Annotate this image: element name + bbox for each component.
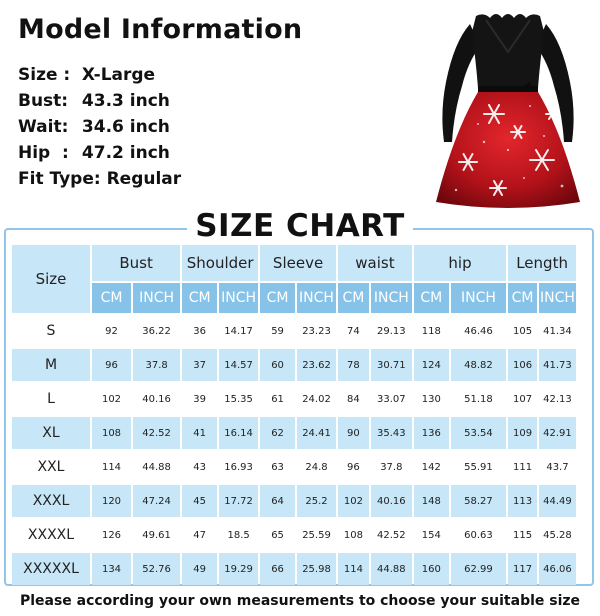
table-cell: 60 (260, 349, 295, 381)
model-label: Size : (18, 65, 71, 85)
table-cell: 154 (414, 519, 449, 551)
table-cell: 42.52 (133, 417, 180, 449)
table-cell: 33.07 (371, 383, 412, 415)
table-cell: 74 (338, 315, 369, 347)
table-cell: 44.88 (133, 451, 180, 483)
table-cell: 107 (508, 383, 537, 415)
table-cell: 78 (338, 349, 369, 381)
table-cell: 43 (182, 451, 217, 483)
table-cell: 46.46 (451, 315, 506, 347)
unit-inch: INCH (371, 283, 412, 313)
table-cell: 92 (92, 315, 131, 347)
table-cell: 130 (414, 383, 449, 415)
table-cell: 48.82 (451, 349, 506, 381)
table-cell: 47.24 (133, 485, 180, 517)
table-cell: 114 (92, 451, 131, 483)
footer-note: Please according your own measurements to choose your suitable size (19, 593, 581, 609)
table-cell: 25.2 (297, 485, 336, 517)
model-label: Fit Type: (18, 169, 101, 189)
table-cell: 111 (508, 451, 537, 483)
table-cell: 124 (414, 349, 449, 381)
unit-inch: INCH (219, 283, 258, 313)
table-cell: 42.91 (539, 417, 576, 449)
model-label: Bust: (18, 91, 69, 111)
column-header-sleeve: Sleeve (260, 245, 336, 281)
table-cell: 43.7 (539, 451, 576, 483)
table-cell: 136 (414, 417, 449, 449)
table-cell: 19.29 (219, 553, 258, 585)
table-cell: 42.52 (371, 519, 412, 551)
table-cell: 118 (414, 315, 449, 347)
model-row-bust (18, 88, 181, 114)
table-cell: 66 (260, 553, 295, 585)
unit-inch: INCH (133, 283, 180, 313)
table-cell: 35.43 (371, 417, 412, 449)
table-cell: 52.76 (133, 553, 180, 585)
unit-cm: CM (260, 283, 295, 313)
dress-image-icon (424, 2, 592, 212)
table-cell: 120 (92, 485, 131, 517)
table-cell: 58.27 (451, 485, 506, 517)
size-cell: XXXL (12, 485, 90, 517)
model-value: 34.6 inch (81, 117, 170, 137)
table-cell: 41.34 (539, 315, 576, 347)
table-cell: 63 (260, 451, 295, 483)
table-row (12, 315, 576, 347)
table-cell: 113 (508, 485, 537, 517)
table-cell: 36.22 (133, 315, 180, 347)
table-cell: 47 (182, 519, 217, 551)
table-cell: 25.98 (297, 553, 336, 585)
model-row-hip (18, 140, 181, 166)
table-row (12, 383, 576, 415)
model-row-waist (18, 114, 181, 140)
table-cell: 142 (414, 451, 449, 483)
table-cell: 114 (338, 553, 369, 585)
size-chart-table (10, 243, 578, 587)
table-cell: 117 (508, 553, 537, 585)
table-cell: 46.06 (539, 553, 576, 585)
table-cell: 126 (92, 519, 131, 551)
unit-cm: CM (92, 283, 131, 313)
table-cell: 96 (338, 451, 369, 483)
column-header-bust: Bust (92, 245, 180, 281)
size-cell: XXXXL (12, 519, 90, 551)
table-cell: 64 (260, 485, 295, 517)
table-cell: 115 (508, 519, 537, 551)
size-cell: M (12, 349, 90, 381)
table-cell: 18.5 (219, 519, 258, 551)
table-cell: 45.28 (539, 519, 576, 551)
table-cell: 24.8 (297, 451, 336, 483)
table-cell: 49 (182, 553, 217, 585)
table-cell: 17.72 (219, 485, 258, 517)
table-cell: 84 (338, 383, 369, 415)
table-cell: 109 (508, 417, 537, 449)
table-cell: 61 (260, 383, 295, 415)
table-cell: 16.14 (219, 417, 258, 449)
model-row-fit (18, 166, 181, 192)
size-header: Size (12, 245, 90, 313)
table-cell: 37.8 (133, 349, 180, 381)
table-cell: 108 (92, 417, 131, 449)
table-cell: 14.17 (219, 315, 258, 347)
table-cell: 148 (414, 485, 449, 517)
table-cell: 106 (508, 349, 537, 381)
unit-inch: INCH (539, 283, 576, 313)
table-cell: 90 (338, 417, 369, 449)
size-chart-body (12, 315, 576, 585)
table-row (12, 485, 576, 517)
table-row (12, 553, 576, 585)
table-cell: 160 (414, 553, 449, 585)
table-cell: 16.93 (219, 451, 258, 483)
table-cell: 23.23 (297, 315, 336, 347)
table-cell: 37.8 (371, 451, 412, 483)
table-cell: 102 (338, 485, 369, 517)
unit-cm: CM (182, 283, 217, 313)
table-cell: 51.18 (451, 383, 506, 415)
table-cell: 45 (182, 485, 217, 517)
table-cell: 55.91 (451, 451, 506, 483)
table-cell: 44.49 (539, 485, 576, 517)
table-cell: 40.16 (371, 485, 412, 517)
column-header-length: Length (508, 245, 576, 281)
table-cell: 25.59 (297, 519, 336, 551)
column-header-waist: waist (338, 245, 412, 281)
table-cell: 49.61 (133, 519, 180, 551)
table-cell: 36 (182, 315, 217, 347)
size-cell: XXXXXL (12, 553, 90, 585)
column-header-shoulder: Shoulder (182, 245, 258, 281)
model-label: Wait: (18, 117, 69, 137)
table-cell: 29.13 (371, 315, 412, 347)
table-row (12, 417, 576, 449)
model-row-size (18, 62, 181, 88)
table-cell: 59 (260, 315, 295, 347)
table-cell: 23.62 (297, 349, 336, 381)
model-info-list (18, 62, 181, 192)
table-cell: 39 (182, 383, 217, 415)
table-cell: 105 (508, 315, 537, 347)
unit-inch: INCH (451, 283, 506, 313)
model-value: 43.3 inch (81, 91, 170, 111)
table-cell: 15.35 (219, 383, 258, 415)
table-cell: 30.71 (371, 349, 412, 381)
size-cell: XXL (12, 451, 90, 483)
table-cell: 37 (182, 349, 217, 381)
table-cell: 44.88 (371, 553, 412, 585)
table-row (12, 349, 576, 381)
table-row (12, 519, 576, 551)
table-cell: 40.16 (133, 383, 180, 415)
table-cell: 96 (92, 349, 131, 381)
table-cell: 108 (338, 519, 369, 551)
unit-cm: CM (508, 283, 537, 313)
unit-cm: CM (338, 283, 369, 313)
table-cell: 134 (92, 553, 131, 585)
size-chart-title: SIZE CHART (187, 206, 413, 246)
table-cell: 65 (260, 519, 295, 551)
model-value: Regular (106, 169, 182, 189)
table-cell: 41 (182, 417, 217, 449)
table-cell: 62 (260, 417, 295, 449)
table-cell: 62.99 (451, 553, 506, 585)
size-cell: XL (12, 417, 90, 449)
column-header-hip: hip (414, 245, 506, 281)
table-cell: 14.57 (219, 349, 258, 381)
table-cell: 41.73 (539, 349, 576, 381)
table-cell: 24.02 (297, 383, 336, 415)
size-cell: L (12, 383, 90, 415)
unit-inch: INCH (297, 283, 336, 313)
table-cell: 24.41 (297, 417, 336, 449)
model-label: Hip : (18, 143, 69, 163)
model-title: Model Information (18, 14, 303, 45)
table-row (12, 451, 576, 483)
table-cell: 42.13 (539, 383, 576, 415)
model-value: X-Large (81, 65, 156, 85)
table-cell: 102 (92, 383, 131, 415)
table-cell: 60.63 (451, 519, 506, 551)
table-cell: 53.54 (451, 417, 506, 449)
unit-cm: CM (414, 283, 449, 313)
size-cell: S (12, 315, 90, 347)
model-value: 47.2 inch (81, 143, 170, 163)
